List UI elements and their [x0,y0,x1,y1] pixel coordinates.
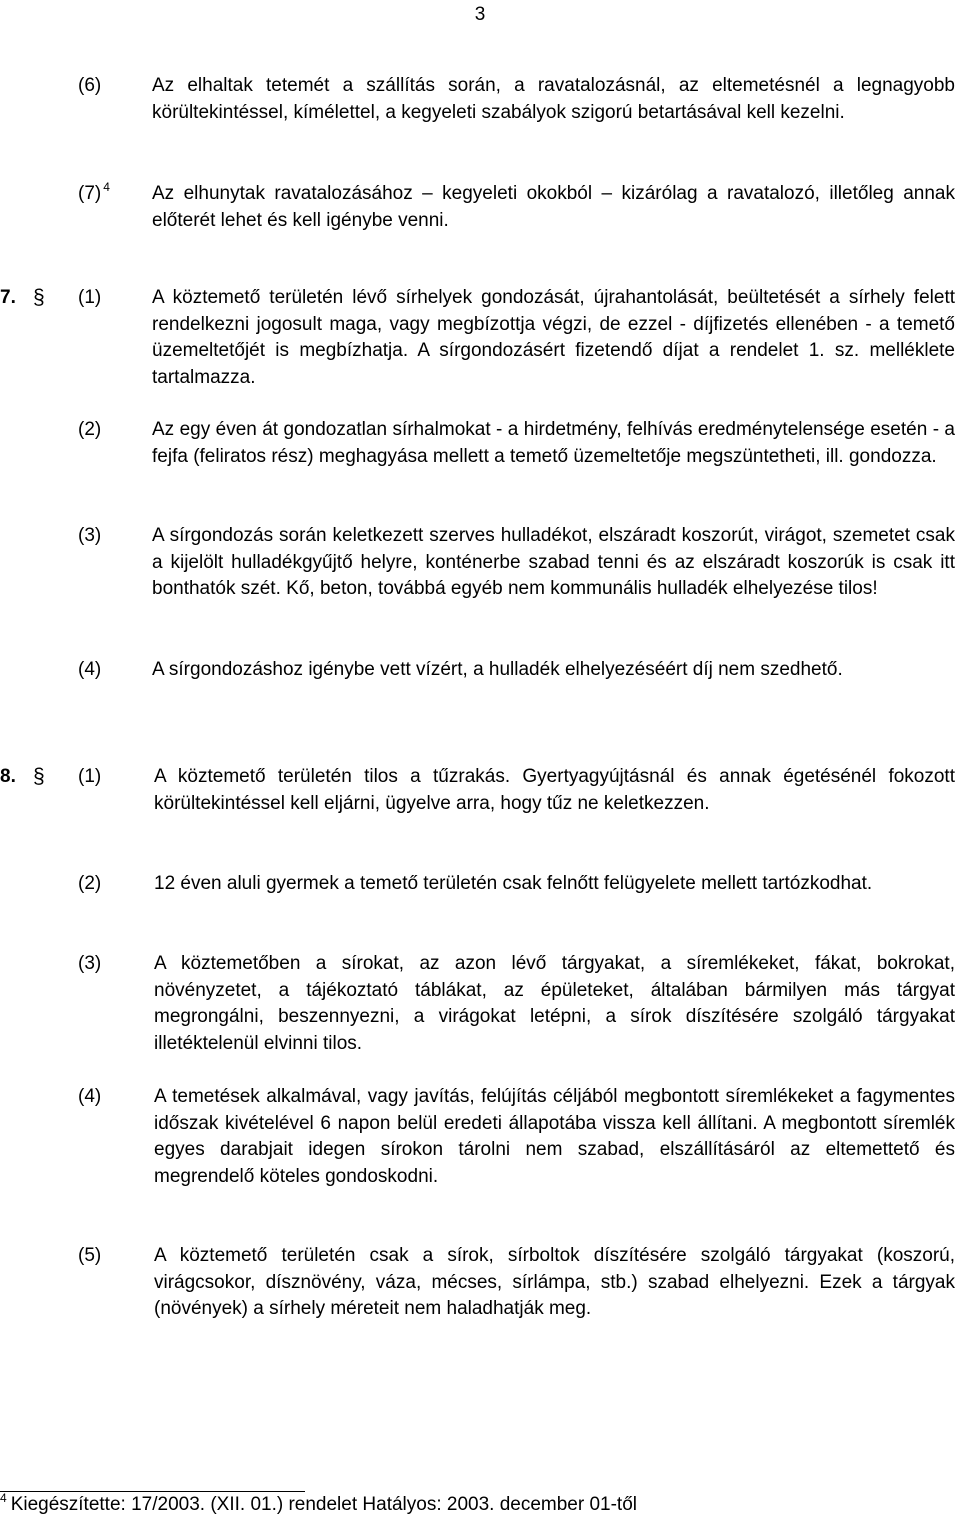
paragraph-text: Az egy éven át gondozatlan sírhalmokat - a hirdetmény, felhívás eredménytelensége esetén - a fejfa (feliratos rész) meghagyása mellett a temető üzemeltetője megszüntetheti, ill. gondozza. [152,419,955,467]
paragraph-text: A köztemető területén csak a sírok, sírboltok díszítésére szolgáló tárgyakat (koszorú, virágcsokor, dísznövény, váza, mécses, sírlámpa, stb.) szabad elhelyezni. Ezek a tárgyak (növények) a sírhely méreteit nem haladhatják meg. [154,1245,955,1319]
section-number: 8. [0,766,16,787]
footnote-text: Kiegészítette: 17/2003. (XII. 01.) rendelet Hatályos: 2003. december 01-től [10,1494,638,1515]
section-sign: § [33,765,45,788]
paragraph-number: (4) [78,1086,102,1107]
paragraph-number: (3) [78,953,102,974]
paragraph-number: (1) [78,766,102,787]
footnote-reference: 4 [103,180,110,194]
paragraph-number: (2) [78,873,102,894]
paragraph-number: (7) $^4$ [78,180,110,204]
paragraph-number: (5) [78,1245,102,1266]
paragraph-text: A köztemetőben a sírokat, az azon lévő tárgyakat, a síremlékeket, fákat, bokrokat, növényzetet, a tájékoztató táblákat, az épületeket, általában bármilyen más tárgyat megrongálni, beszennyezni, a virágokat letépni, a sírok díszítésére szolgáló tárgyakat illetéktelenül elvinni tilos. [154,953,955,1054]
paragraph-number: (1) [78,287,102,308]
paragraph-number: (2) [78,419,102,440]
paragraph-text: 12 éven aluli gyermek a temető területén csak felnőtt felügyelete mellett tartózkodhat. [154,873,873,894]
paragraph-text: A köztemető területén tilos a tűzrakás. Gyertyagyújtásnál és annak égetésénél fokozott körültekintéssel kell eljárni, ügyelve arra, hogy tűz ne keletkezzen. [154,766,955,814]
footnote [0,1492,637,1519]
paragraph-text: Az elhaltak tetemét a szállítás során, a ravatalozásnál, az eltemetésnél a legnagyobb körültekintéssel, kímélettel, a kegyeleti szabályok szigorú betartásával kell kezelni. [152,75,955,123]
section-number: 7. [0,287,16,308]
footnote-mark: 4 [0,1491,7,1505]
page-number: 3 [474,4,486,25]
paragraph-text: A sírgondozáshoz igénybe vett vízért, a hulladék elhelyezéséért díj nem szedhető. [152,659,843,680]
paragraph-text: A sírgondozás során keletkezett szerves hulladékot, elszáradt koszorút, virágot, szemetet csak a kijelölt hulladékgyűjtő helyre, konténerbe szabad tenni és az elszáradt koszorúk is csak itt bonthatók szét. Kő, beton, továbbá egyéb nem kommunális hulladék elhelyezése tilos! [152,525,955,599]
paragraph-number: (4) [78,659,102,680]
paragraph-number: (6) [78,75,102,96]
section-sign: § [33,286,45,309]
paragraph-text: A köztemető területén lévő sírhelyek gondozását, újrahantolását, beültetését a sírhely felett rendelkezni jogosult maga, vagy megbízottja végzi, de ezzel - díjfizetés ellenében - a temető üzemeltetőjét is megbízhatja. A sírgondozásért fizetendő díjat a rendelet 1. sz. melléklete tartalmazza. [152,287,955,388]
paragraph-text: A temetések alkalmával, vagy javítás, felújítás céljából megbontott síremlékeket a fagymentes időszak kivételével 6 napon belül eredeti állapotába vissza kell állítani. A megbontott síremlék egyes darabjait idegen sírokon tárolni nem szabad, elszállításáról az eltemettető és megrendelő köteles gondoskodni. [154,1086,955,1187]
paragraph-number: (3) [78,525,102,546]
paragraph-text: Az elhunytak ravatalozásához – kegyeleti okokból – kizárólag a ravatalozó, illetőleg annak előterét lehet és kell igénybe venni. [152,183,955,231]
